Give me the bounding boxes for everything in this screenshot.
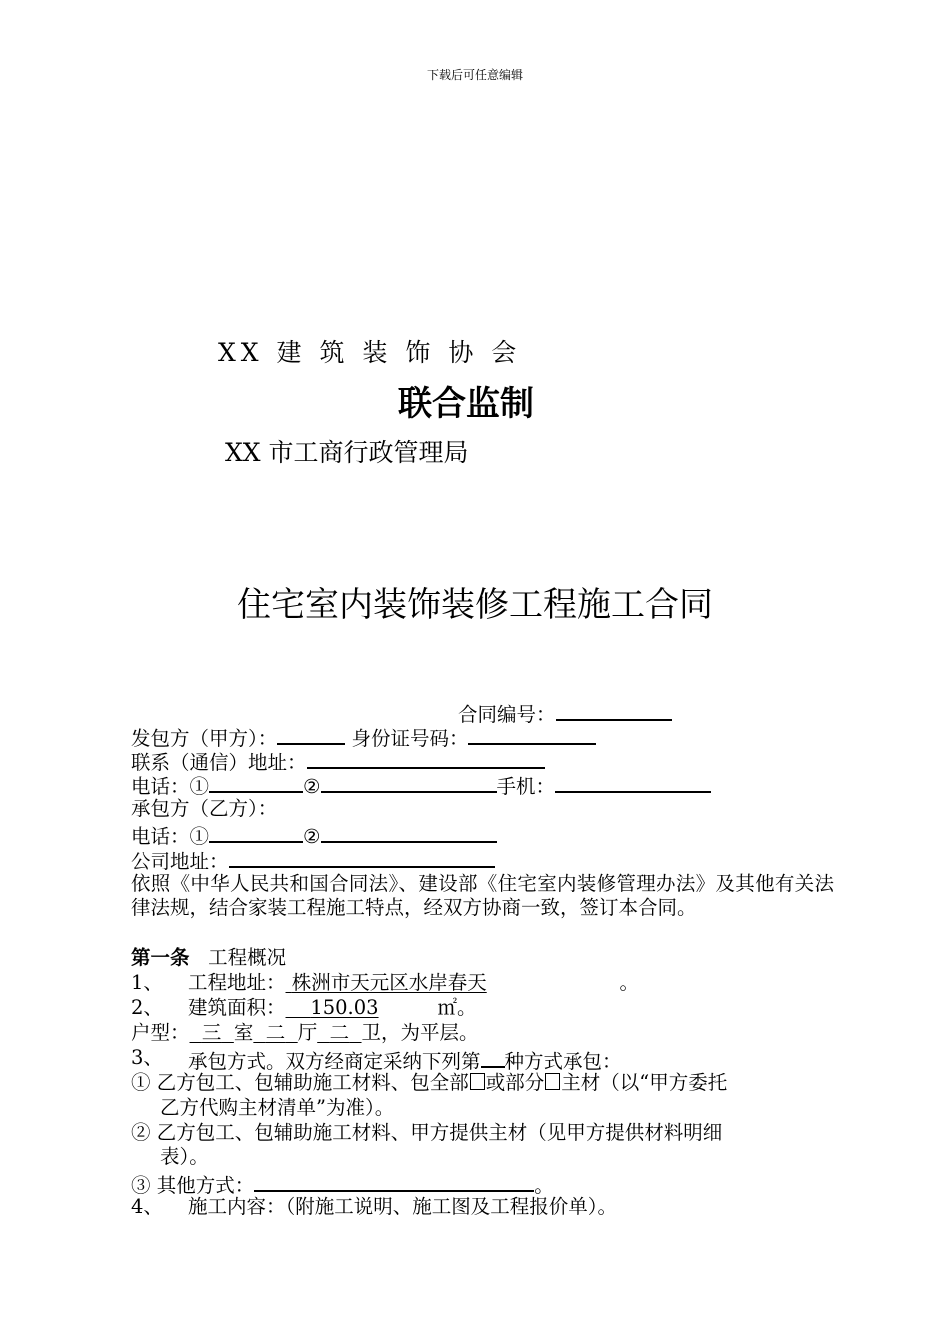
contract-number-blank[interactable] bbox=[556, 699, 672, 721]
party-b-phone2-label: ② bbox=[303, 825, 321, 848]
party-a-phone1-blank[interactable] bbox=[209, 771, 303, 793]
option-2-line2: 表）。 bbox=[160, 1145, 209, 1168]
party-a-name-blank[interactable] bbox=[277, 723, 345, 745]
item-4-construction-content: 施工内容：（附施工说明、施工图及工程报价单）。 bbox=[188, 1195, 618, 1218]
association-name: XX 建 筑 装 饰 协 会 bbox=[218, 338, 522, 367]
preamble-paragraph: 依照《中华人民共和国合同法》、建设部《住宅室内装修管理办法》及其他有关法律法规，结合家装工程施工特点，经双方协商一致，签订本合同。 bbox=[131, 872, 834, 919]
layout-label: 户型： bbox=[131, 1021, 190, 1044]
party-a-address-blank[interactable] bbox=[307, 747, 545, 769]
other-method-blank[interactable] bbox=[254, 1170, 534, 1192]
id-number-blank[interactable] bbox=[468, 723, 596, 745]
company-address-line bbox=[131, 846, 495, 874]
party-b-label: 承包方（乙方）： bbox=[131, 797, 278, 820]
option-2-line1: ② 乙方包工、包辅助施工材料、甲方提供主材（见甲方提供材料明细 bbox=[131, 1121, 723, 1144]
hall-word: 厅 bbox=[297, 1021, 318, 1044]
rooms-value: 三 bbox=[201, 1021, 222, 1044]
article-1-number: 第一条 bbox=[131, 946, 190, 969]
party-a-mobile-blank[interactable] bbox=[555, 771, 711, 793]
item-2-floor-area bbox=[188, 996, 477, 1020]
floor-area-value: 150.03 bbox=[310, 996, 379, 1019]
option-1-text-c: 主材（以“甲方委托 bbox=[561, 1071, 728, 1094]
party-a-address-label: 联系（通信）地址： bbox=[131, 751, 307, 774]
room-word: 室 bbox=[233, 1021, 254, 1044]
item-3-text: 承包方式。双方经商定采纳下列第 bbox=[188, 1050, 481, 1073]
item-1-num: 1、 bbox=[131, 971, 163, 994]
bureau-name: XX 市工商行政管理局 bbox=[225, 438, 469, 467]
item-1-project-address bbox=[188, 971, 639, 995]
document-title: 住宅室内装饰装修工程施工合同 bbox=[237, 585, 713, 625]
item-3-contract-method bbox=[188, 1046, 622, 1074]
project-address-value: 株洲市天元区水岸春天 bbox=[291, 971, 487, 994]
header-note: 下载后可任意编辑 bbox=[426, 68, 523, 82]
method-choice-blank[interactable] bbox=[481, 1046, 505, 1068]
option-3-line bbox=[131, 1170, 554, 1198]
article-1-title: 工程概况 bbox=[208, 946, 287, 969]
party-a-mobile-label: 手机： bbox=[496, 775, 556, 798]
joint-supervision-label: 联合监制 bbox=[398, 384, 534, 424]
id-number-label: 身份证号码： bbox=[351, 727, 469, 750]
company-address-label: 公司地址： bbox=[131, 850, 229, 873]
party-a-phone2-label: ② bbox=[303, 775, 321, 798]
party-a-phone-label: 电话：① bbox=[131, 775, 210, 798]
option-1-line2: 乙方代购主材清单”为准）。 bbox=[160, 1096, 395, 1119]
item-3-num: 3、 bbox=[131, 1046, 163, 1069]
option-1-line1 bbox=[131, 1071, 727, 1095]
party-a-label: 发包方（甲方）： bbox=[131, 727, 278, 750]
floor-area-label: 建筑面积： bbox=[188, 996, 286, 1019]
house-layout-line bbox=[131, 1021, 479, 1045]
item-4-num: 4、 bbox=[131, 1195, 163, 1218]
bath-word: 卫，为平层。 bbox=[361, 1021, 479, 1044]
option-1-text-b: 或部分 bbox=[485, 1071, 545, 1094]
party-b-phone1-blank[interactable] bbox=[209, 821, 303, 843]
halls-value: 二 bbox=[265, 1021, 286, 1044]
project-address-label: 工程地址： bbox=[188, 971, 286, 994]
option-3-label: ③ 其他方式： bbox=[131, 1174, 255, 1197]
item-2-num: 2、 bbox=[131, 996, 163, 1019]
company-address-blank[interactable] bbox=[229, 846, 495, 868]
option-1-text-a: ① 乙方包工、包辅助施工材料、包全部 bbox=[131, 1071, 469, 1094]
party-b-phone2-blank[interactable] bbox=[321, 821, 497, 843]
article-1-heading bbox=[131, 946, 286, 970]
partial-materials-checkbox[interactable] bbox=[545, 1073, 560, 1090]
party-b-phone-label: 电话：① bbox=[131, 825, 210, 848]
contract-number-label: 合同编号： bbox=[458, 703, 556, 726]
item-1-end: 。 bbox=[619, 971, 640, 994]
party-b-phone-line bbox=[131, 821, 497, 849]
item-3-text2: 种方式承包： bbox=[504, 1050, 622, 1073]
party-a-phone2-blank[interactable] bbox=[321, 771, 497, 793]
all-materials-checkbox[interactable] bbox=[470, 1073, 485, 1090]
baths-value: 二 bbox=[329, 1021, 350, 1044]
floor-area-unit: ㎡。 bbox=[437, 996, 477, 1019]
party-a-phone-line bbox=[131, 771, 711, 799]
option-3-end: 。 bbox=[534, 1174, 554, 1197]
